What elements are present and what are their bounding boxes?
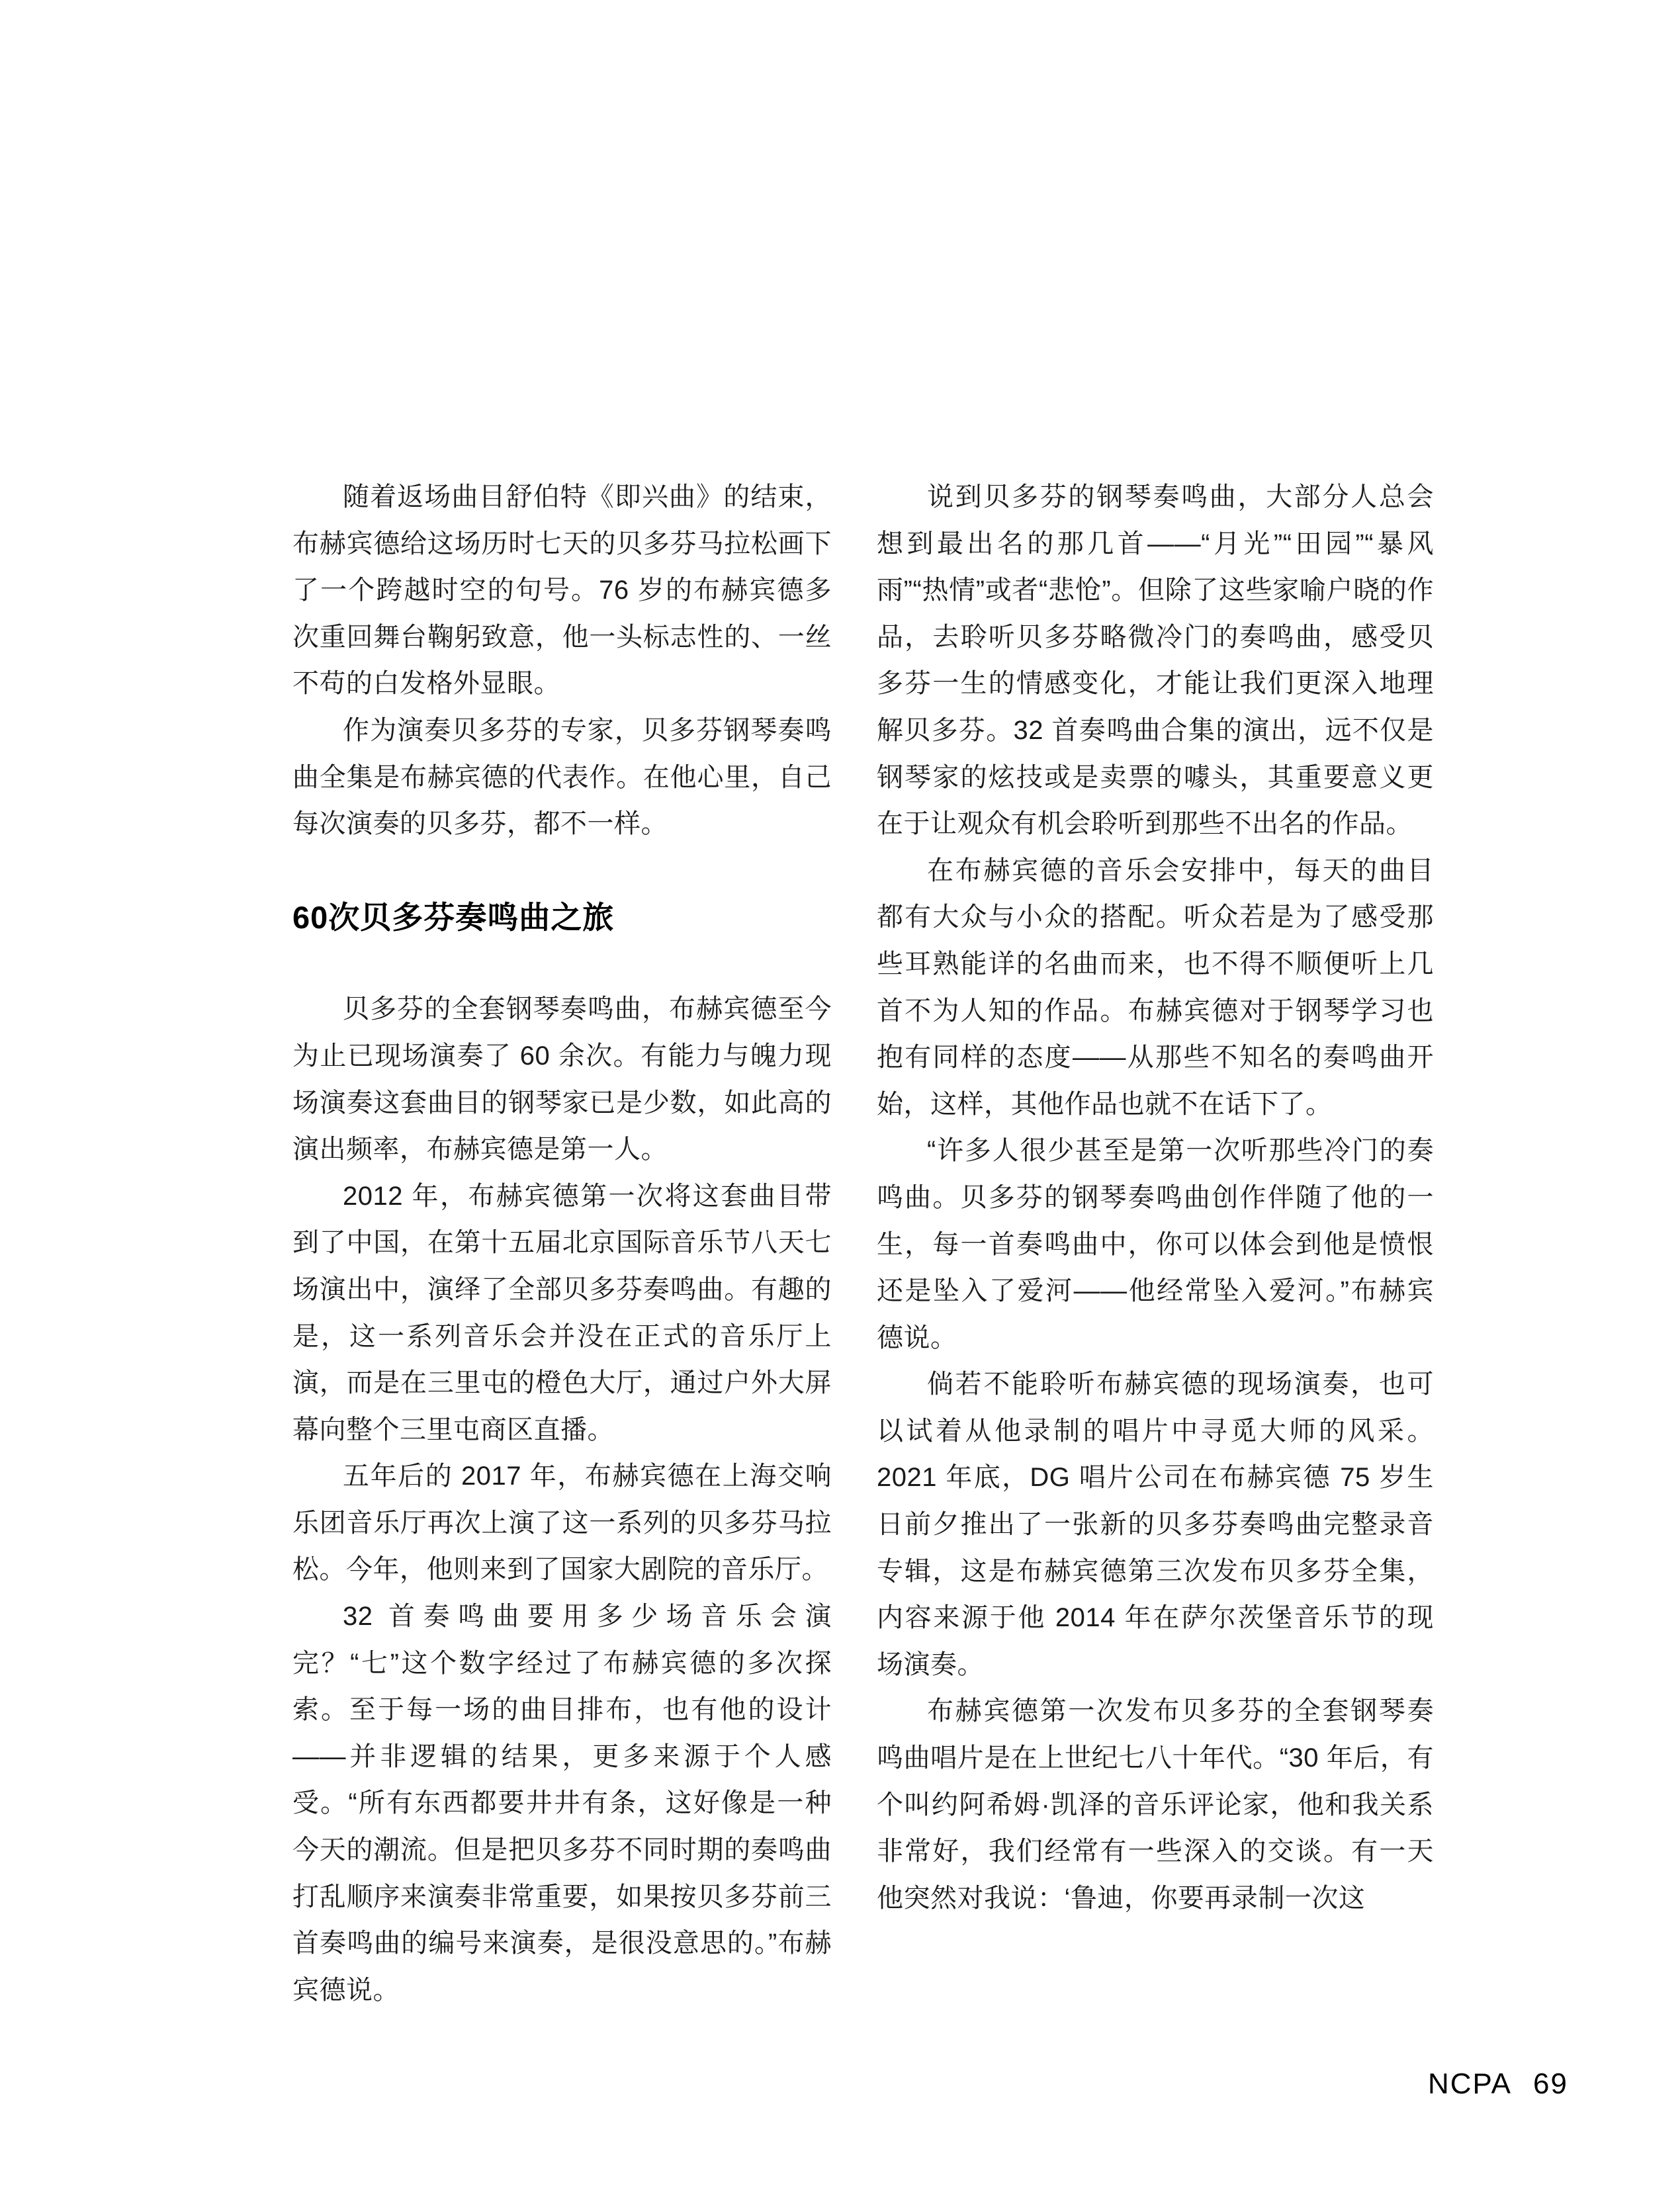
footer-page-number: 69 <box>1532 2068 1568 2100</box>
paragraph: 随着返场曲目舒伯特《即兴曲》的结束，布赫宾德给这场历时七天的贝多芬马拉松画下了一个跨越时空的句号。76 岁的布赫宾德多次重回舞台鞠躬致意，他一头标志性的、一丝不苟的白发格外显眼。 <box>292 482 832 699</box>
paragraph: 作为演奏贝多芬的专家，贝多芬钢琴奏鸣曲全集是布赫宾德的代表作。在他心里，自己每次演奏的贝多芬，都不一样。 <box>292 715 832 839</box>
paragraph: 说到贝多芬的钢琴奏鸣曲，大部分人总会想到最出名的那几首——“月光”“田园”“暴风雨”“热情”或者“悲怆”。但除了这些家喻户晓的作品，去聆听贝多芬略微冷门的奏鸣曲，感受贝多芬一生的情感变化，才能让我们更深入地理解贝多芬。32 首奏鸣曲合集的演出，远不仅是钢琴家的炫技或是卖票的噱头，其重要意义更在于让观众有机会聆听到那些不出名的作品。 <box>877 482 1434 839</box>
paragraph: 五年后的 2017 年，布赫宾德在上海交响乐团音乐厅再次上演了这一系列的贝多芬马拉松。今年，他则来到了国家大剧院的音乐厅。 <box>292 1462 832 1585</box>
paragraph: 在布赫宾德的音乐会安排中，每天的曲目都有大众与小众的搭配。听众若是为了感受那些耳熟能详的名曲而来，也不得不顺便听上几首不为人知的作品。布赫宾德对于钢琴学习也抱有同样的态度——从那些不知名的奏鸣曲开始，这样，其他作品也就不在话下了。 <box>877 855 1434 1119</box>
page-footer <box>1428 2068 1568 2100</box>
article-right-column <box>877 474 1434 1921</box>
paragraph: 32 首奏鸣曲要用多少场音乐会演完？“七”这个数字经过了布赫宾德的多次探索。至于每一场的曲目排布，也有他的设计——并非逻辑的结果，更多来源于个人感受。“所有东西都要井井有条，这好像是一种今天的潮流。但是把贝多芬不同时期的奏鸣曲打乱顺序来演奏非常重要，如果按贝多芬前三首奏鸣曲的编号来演奏，是很没意思的。”布赫宾德说。 <box>292 1602 832 2005</box>
footer-brand: NCPA <box>1428 2068 1512 2100</box>
section-heading: 60次贝多芬奏鸣曲之旅 <box>292 899 615 935</box>
paragraph: 布赫宾德第一次发布贝多芬的全套钢琴奏鸣曲唱片是在上世纪七八十年代。“30 年后，有个叫约阿希姆·凯泽的音乐评论家，他和我关系非常好，我们经常有一些深入的交谈。有一天他突然对我说：‘鲁迪，你要再录制一次这 <box>877 1696 1434 1913</box>
paragraph: 倘若不能聆听布赫宾德的现场演奏，也可以试着从他录制的唱片中寻觅大师的风采。2021 年底，DG 唱片公司在布赫宾德 75 岁生日前夕推出了一张新的贝多芬奏鸣曲完整录音专辑，这是布赫宾德第三次发布贝多芬全集，内容来源于他 2014 年在萨尔茨堡音乐节的现场演奏。 <box>877 1370 1434 1679</box>
article-left-column <box>292 474 832 2013</box>
paragraph: 贝多芬的全套钢琴奏鸣曲，布赫宾德至今为止已现场演奏了 60 余次。有能力与魄力现场演奏这套曲目的钢琴家已是少数，如此高的演出频率，布赫宾德是第一人。 <box>292 994 832 1164</box>
paragraph: “许多人很少甚至是第一次听那些冷门的奏鸣曲。贝多芬的钢琴奏鸣曲创作伴随了他的一生，每一首奏鸣曲中，你可以体会到他是愤恨还是坠入了爱河——他经常坠入爱河。”布赫宾德说。 <box>877 1136 1434 1352</box>
paragraph: 2012 年，布赫宾德第一次将这套曲目带到了中国，在第十五届北京国际音乐节八天七场演出中，演绎了全部贝多芬奏鸣曲。有趣的是，这一系列音乐会并没在正式的音乐厅上演，而是在三里屯的橙色大厅，通过户外大屏幕向整个三里屯商区直播。 <box>292 1181 832 1444</box>
